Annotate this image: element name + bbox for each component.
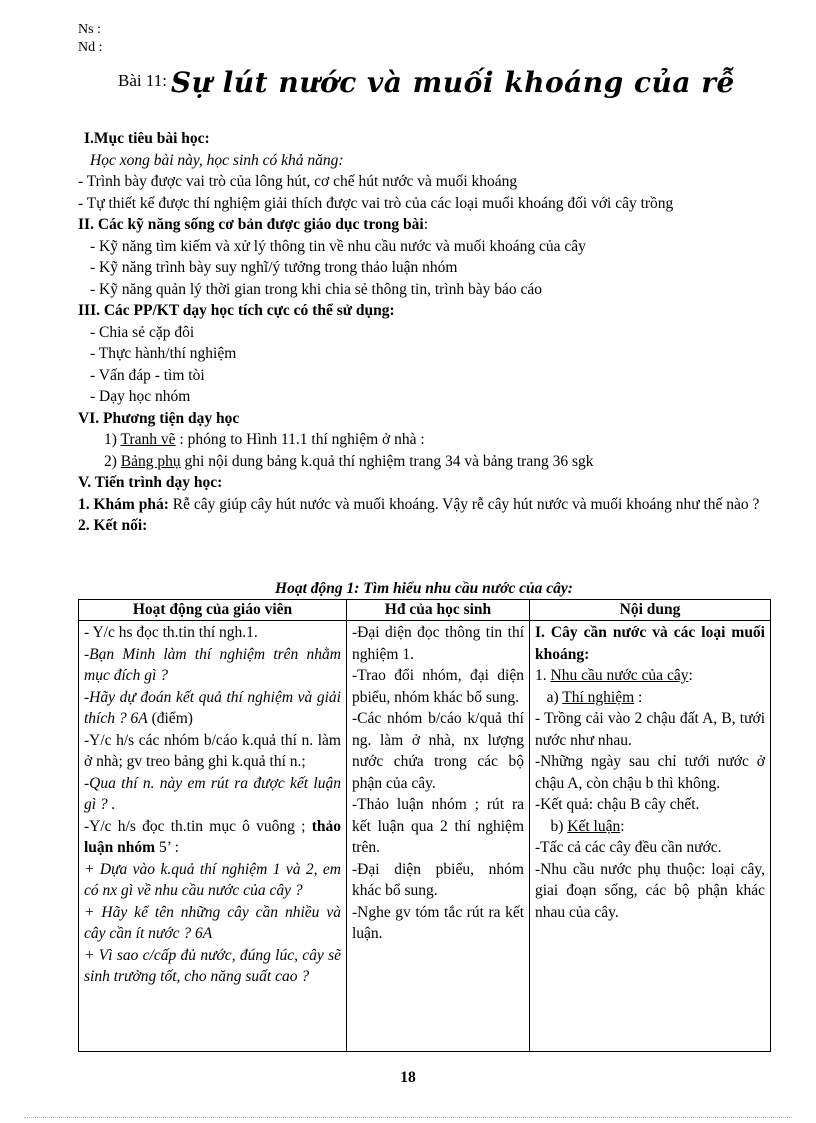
- table-row: [79, 621, 771, 1052]
- student-step: -Thảo luận nhóm ; rút ra kết luận qua 2 thí nghiệm trên.: [352, 796, 524, 856]
- teacher-step: -Bạn Minh làm thí nghiệm trên nhằm mục đích gì ?: [84, 645, 341, 684]
- teacher-step: -Qua thí n. này em rút ra được kết luận gì ? .: [84, 774, 341, 813]
- teacher-step-text: -Y/c h/s đọc th.tin mục ô vuông ;: [84, 817, 312, 835]
- conclusion-label: b): [535, 817, 568, 835]
- objectives-intro: Học xong bài này, học sinh có khả năng:: [90, 151, 344, 169]
- teacher-step: [84, 816, 341, 859]
- means-heading: VI. Phương tiện dạy học: [78, 409, 240, 427]
- teacher-step: + Vì sao c/cấp đủ nước, đúng lúc, cây sẽ sinh trưởng tốt, cho năng suất cao ?: [84, 946, 341, 985]
- method-item: - Chia sẻ cặp đôi: [90, 323, 195, 341]
- conclusion-heading: [535, 816, 765, 838]
- teacher-step-text: -Hãy dự đoán kết quả thí nghiệm và giải thích ? 6A: [84, 688, 341, 727]
- content-subheading: [535, 665, 765, 687]
- means-item-number: 2): [104, 452, 117, 470]
- objective-item: - Trình bày được vai trò của lông hút, cơ chế hút nước và muối khoáng: [78, 173, 518, 190]
- lesson-number: Bài 11:: [118, 71, 167, 90]
- experiment-item: -Những ngày sau chỉ tưới nước ở chậu A, còn chậu b thì không.: [535, 753, 765, 792]
- objectives-heading: I.Mục tiêu bài học:: [84, 130, 210, 147]
- skill-item: - Kỹ năng tìm kiếm và xử lý thông tin về nhu cầu nước và muối khoáng của cây: [90, 237, 586, 255]
- conclusion-title: Kết luận: [567, 817, 621, 835]
- means-item: [78, 451, 778, 473]
- header-teacher: Hoạt động của giáo viên: [79, 600, 347, 621]
- content-subheading-tail: :: [688, 667, 693, 684]
- experiment-item: - Trồng cải vào 2 chậu đất A, B, tưới nước như nhau.: [535, 710, 765, 749]
- page-number: 18: [400, 1069, 416, 1086]
- page-bottom-divider: [24, 1117, 792, 1118]
- content-heading: I. Cây cần nước và các loại muối khoáng:: [535, 624, 765, 663]
- method-item: - Dạy học nhóm: [90, 388, 191, 405]
- header-content: Nội dung: [530, 600, 771, 621]
- teacher-step: - Y/c hs đọc th.tin thí ngh.1.: [84, 624, 258, 641]
- process-heading: V. Tiến trình dạy học:: [78, 474, 223, 491]
- nd-label: Nd :: [78, 40, 103, 55]
- means-item-title: Bảng phụ: [120, 452, 181, 470]
- skills-heading-colon: :: [423, 216, 429, 233]
- student-step: -Trao đổi nhóm, đại diện pbiểu, nhóm khác bổ sung.: [352, 667, 524, 706]
- ns-label: Ns :: [78, 22, 101, 37]
- means-item-text: : phóng to Hình 11.1 thí nghiệm ở nhà :: [175, 431, 425, 448]
- conclusion-tail: :: [620, 817, 625, 835]
- means-item-title: Tranh vẽ: [120, 431, 176, 448]
- lesson-name: Sự lút nước và muối khoáng của rễ: [170, 66, 735, 99]
- teacher-cell: [79, 621, 347, 1052]
- skills-heading: [78, 214, 778, 236]
- teacher-step: + Hãy kể tên những cây cần nhiều và cây cần ít nước ? 6A: [84, 903, 341, 942]
- student-step: -Đại diện pbiểu, nhóm khác bổ sung.: [352, 860, 524, 899]
- connect-heading: 2. Kết nối:: [78, 517, 148, 534]
- content-subheading-number: 1.: [535, 667, 551, 684]
- lesson-body: [78, 128, 778, 537]
- means-item-text: ghi nội dung bảng k.quả thí nghiệm trang 34 và bảng trang 36 sgk: [180, 452, 594, 470]
- activity-table: [78, 599, 771, 1052]
- lesson-title: [118, 66, 735, 99]
- means-item-number: 1): [104, 431, 117, 448]
- teacher-step: [84, 687, 341, 730]
- table-header-row: [79, 600, 771, 621]
- means-item: [78, 429, 778, 451]
- experiment-label: a): [535, 688, 563, 706]
- methods-heading: III. Các PP/KT dạy học tích cực có thể sử dụng:: [78, 302, 395, 319]
- teacher-step-tail: (điểm): [147, 710, 193, 727]
- student-cell: [347, 621, 530, 1052]
- student-step: -Các nhóm b/cáo k/quả thí ng. làm ở nhà, nx lượng nước chứa trong các bộ phận của cây.: [352, 710, 524, 792]
- conclusion-item: -Nhu cầu nước phụ thuộc: loại cây, giai đoạn sống, các bộ phận khác nhau của cây.: [535, 860, 765, 921]
- header-student: Hđ của học sinh: [347, 600, 530, 621]
- experiment-title: Thí nghiệm: [562, 688, 635, 706]
- student-step: -Đại diện đọc thông tin thí nghiệm 1.: [352, 624, 524, 663]
- discover-text: Rễ cây giúp cây hút nước và muối khoáng. Vậy rễ cây hút nước và muối khoáng như thế nào ?: [168, 495, 760, 513]
- conclusion-item: -Tấc cả các cây đều cần nước.: [535, 839, 722, 856]
- skill-item: - Kỹ năng trình bày suy nghĩ/ý tưởng trong thảo luận nhóm: [90, 259, 458, 276]
- teacher-step: + Dựa vào k.quả thí nghiệm 1 và 2, em có nx gì về nhu cầu nước của cây ?: [84, 860, 341, 899]
- teacher-step-bold: thảo luận nhóm: [84, 817, 341, 856]
- skills-heading-text: II. Các kỹ năng sống cơ bản được giáo dục trong bài: [78, 216, 424, 233]
- teacher-step-tail: 5’ :: [155, 839, 179, 856]
- method-item: - Thực hành/thí nghiệm: [90, 345, 237, 362]
- objective-item: - Tự thiết kế được thí nghiệm giải thích được vai trò của các loại muối khoáng đối với cây trồng: [78, 194, 674, 212]
- experiment-tail: :: [634, 688, 643, 706]
- skill-item: - Kỹ năng quản lý thời gian trong khi chia sẻ thông tin, trình bày báo cáo: [90, 280, 543, 298]
- student-step: -Nghe gv tóm tắc rút ra kết luận.: [352, 903, 524, 942]
- method-item: - Vấn đáp - tìm tòi: [90, 366, 205, 384]
- discover-paragraph: [78, 494, 778, 516]
- content-cell: [530, 621, 771, 1052]
- content-subheading-text: Nhu cầu nước của cây: [550, 667, 689, 684]
- activity-title: Hoạt động 1: Tìm hiểu nhu cầu nước của cây:: [275, 580, 573, 597]
- teacher-step: -Y/c h/s các nhóm b/cáo k.quả thí n. làm ở nhà; gv treo bảng ghi k.quả thí n.;: [84, 731, 341, 770]
- experiment-heading: [535, 687, 765, 709]
- experiment-item: -Kết quả: chậu B cây chết.: [535, 796, 700, 813]
- discover-label: 1. Khám phá:: [78, 495, 169, 513]
